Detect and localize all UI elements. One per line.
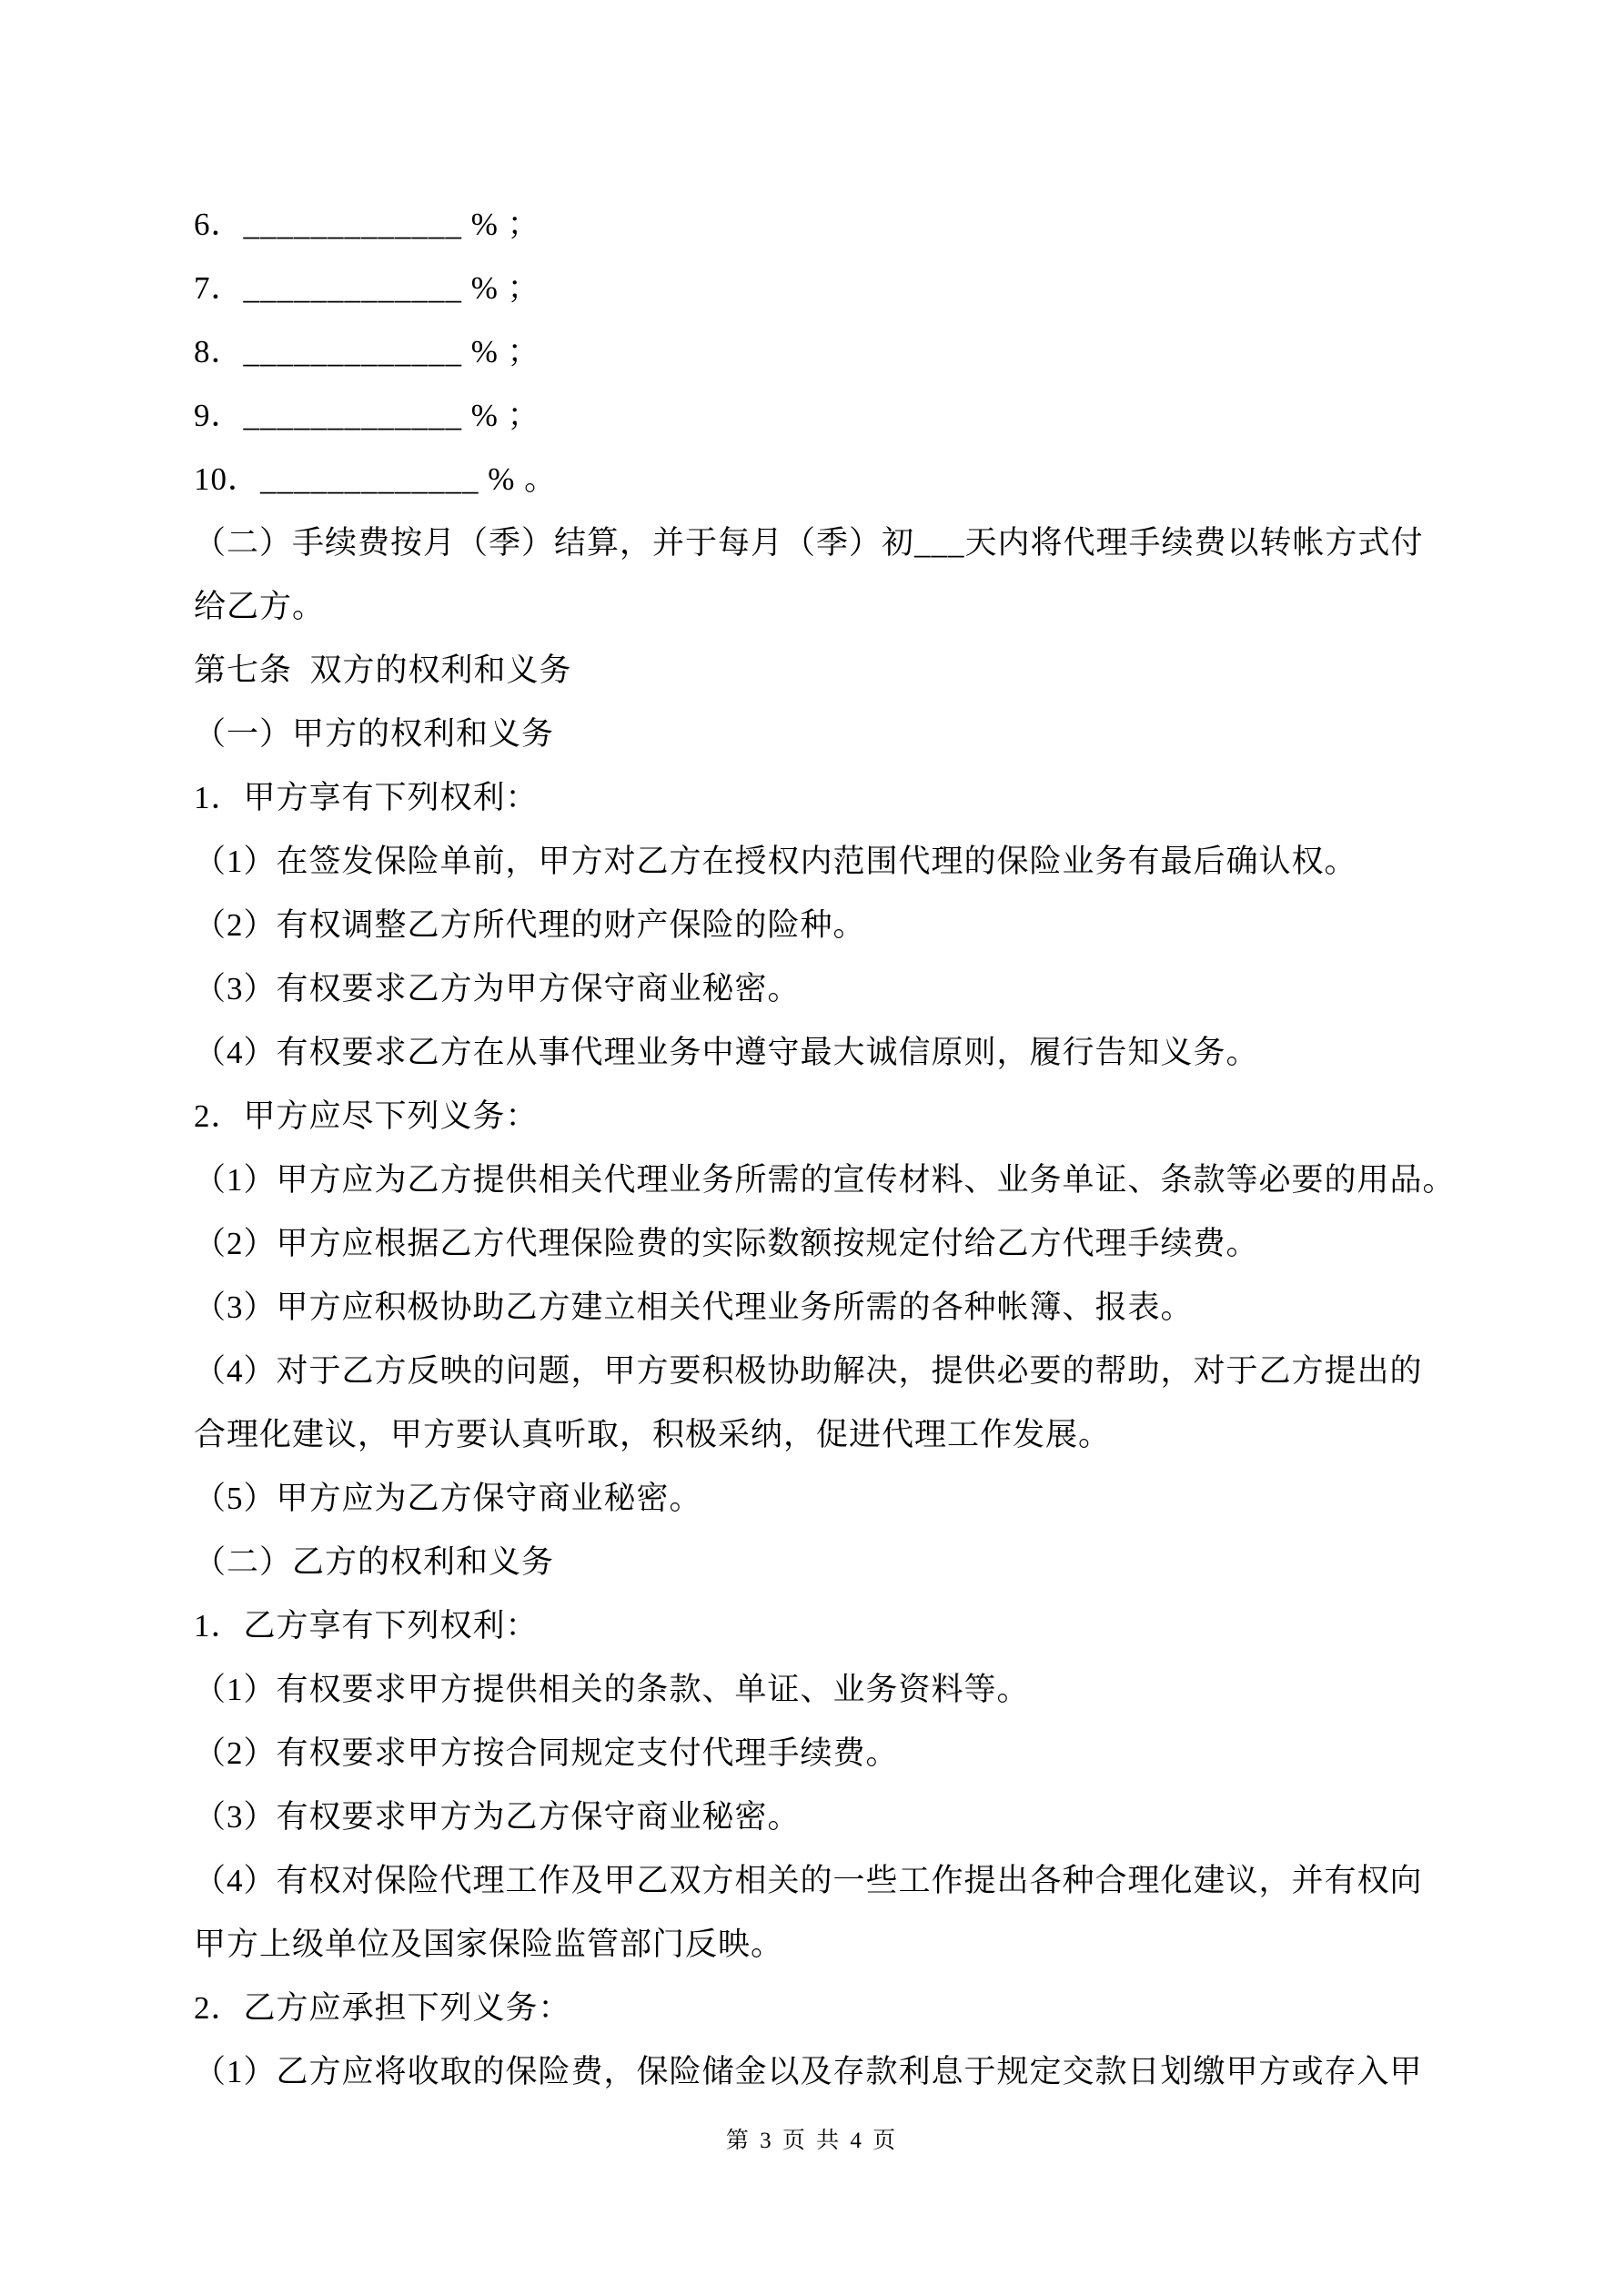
party-a-right-2: （2）有权调整乙方所代理的财产保险的险种。 bbox=[194, 907, 866, 943]
heading-party-a-rights: （一）甲方的权利和义务 bbox=[194, 716, 555, 752]
party-b-right-3: （3）有权要求甲方为乙方保守商业秘密。 bbox=[194, 1799, 801, 1835]
item-party-a-rights-intro: 1．甲方享有下列权利： bbox=[194, 780, 539, 815]
para-fee-settlement-line-2: 给乙方。 bbox=[194, 589, 326, 624]
party-b-right-2: （2）有权要求甲方按合同规定支付代理手续费。 bbox=[194, 1735, 899, 1771]
party-a-right-1: （1）在签发保险单前，甲方对乙方在授权内范围代理的保险业务有最后确认权。 bbox=[194, 844, 1357, 879]
heading-article-7: 第七条 双方的权利和义务 bbox=[194, 652, 572, 688]
document-body bbox=[194, 193, 1456, 2104]
party-a-duty-1: （1）甲方应为乙方提供相关代理业务所需的宣传材料、业务单证、条款等必要的用品。 bbox=[194, 1162, 1456, 1198]
page-number-footer: 第 3 页 共 4 页 bbox=[725, 2129, 899, 2153]
party-b-right-4-line-2: 甲方上级单位及国家保险监管部门反映。 bbox=[194, 1927, 784, 1962]
para-fee-settlement-line-1: （二）手续费按月（季）结算，并于每月（季）初___天内将代理手续费以转帐方式付 bbox=[194, 525, 1424, 561]
rate-item-9: 9．_____________ % ； bbox=[194, 398, 540, 433]
item-party-b-rights-intro: 1．乙方享有下列权利： bbox=[194, 1608, 539, 1644]
party-a-duty-4-line-1: （4）对于乙方反映的问题，甲方要积极协助解决，提供必要的帮助，对于乙方提出的 bbox=[194, 1353, 1423, 1389]
rate-item-7: 7．_____________ % ； bbox=[194, 270, 540, 306]
heading-party-b-rights: （二）乙方的权利和义务 bbox=[194, 1544, 555, 1580]
rate-item-6: 6．_____________ % ； bbox=[194, 207, 540, 242]
rate-item-10: 10．_____________ % 。 bbox=[194, 461, 558, 497]
party-a-duty-3: （3）甲方应积极协助乙方建立相关代理业务所需的各种帐簿、报表。 bbox=[194, 1290, 1194, 1325]
item-party-a-duties-intro: 2．甲方应尽下列义务： bbox=[194, 1098, 539, 1134]
party-a-right-3: （3）有权要求乙方为甲方保守商业秘密。 bbox=[194, 971, 801, 1006]
party-a-right-4: （4）有权要求乙方在从事代理业务中遵守最大诚信原则，履行告知义务。 bbox=[194, 1035, 1259, 1070]
item-party-b-duties-intro: 2．乙方应承担下列义务： bbox=[194, 1990, 571, 2026]
party-b-duty-1-line-1: （1）乙方应将收取的保险费，保险储金以及存款利息于规定交款日划缴甲方或存入甲 bbox=[194, 2054, 1423, 2089]
party-a-duty-2: （2）甲方应根据乙方代理保险费的实际数额按规定付给乙方代理手续费。 bbox=[194, 1226, 1259, 1261]
party-b-right-1: （1）有权要求甲方提供相关的条款、单证、业务资料等。 bbox=[194, 1672, 1030, 1707]
party-b-right-4-line-1: （4）有权对保险代理工作及甲乙双方相关的一些工作提出各种合理化建议，并有权向 bbox=[194, 1863, 1423, 1898]
party-a-duty-4-line-2: 合理化建议，甲方要认真听取，积极采纳，促进代理工作发展。 bbox=[194, 1417, 1112, 1452]
rate-item-8: 8．_____________ % ； bbox=[194, 334, 540, 369]
party-a-duty-5: （5）甲方应为乙方保守商业秘密。 bbox=[194, 1481, 702, 1516]
